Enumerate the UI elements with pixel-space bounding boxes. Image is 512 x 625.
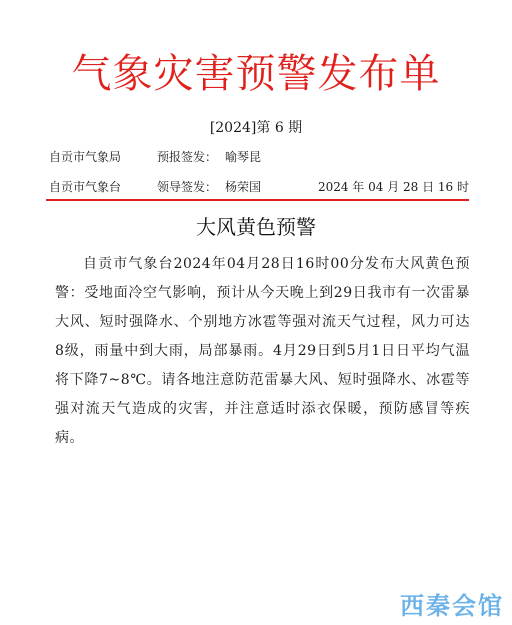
- watermark-logo: 西秦会馆: [400, 592, 504, 620]
- issue-number: [2024]第 6 期: [209, 120, 303, 136]
- meta-row-forecast: [49, 147, 469, 167]
- red-divider: [46, 199, 469, 201]
- document-title: 气象灾害预警发布单: [71, 51, 441, 97]
- meta-person: 杨荣国: [225, 180, 262, 194]
- warning-title: 大风黄色预警: [196, 215, 316, 239]
- meta-role: 预报签发：: [157, 150, 218, 164]
- meta-unit: 自贡市气象局: [49, 150, 122, 164]
- meta-row-leader: [49, 177, 469, 197]
- meta-person: 喻琴昆: [225, 150, 262, 164]
- issue-date: 2024 年 04 月 28 日 16 时: [317, 180, 469, 194]
- meta-unit: 自贡市气象台: [49, 180, 122, 194]
- meta-role: 领导签发：: [157, 180, 218, 194]
- warning-body: 自贡市气象台2024年04月28日16时00分发布大风黄色预警：受地面冷空气影响，预计从今天晚上到29日我市有一次雷暴大风、短时强降水、个别地方冰雹等强对流天气过程，风力可达8级，雨量中到大雨，局部暴雨。4月29日到5月1日日平均气温将下降7~8℃。请各地注意防范雷暴大风、短时强降水、冰雹等强对流天气造成的灾害，并注意适时添衣保暖，预防感冒等疾病。: [55, 256, 470, 446]
